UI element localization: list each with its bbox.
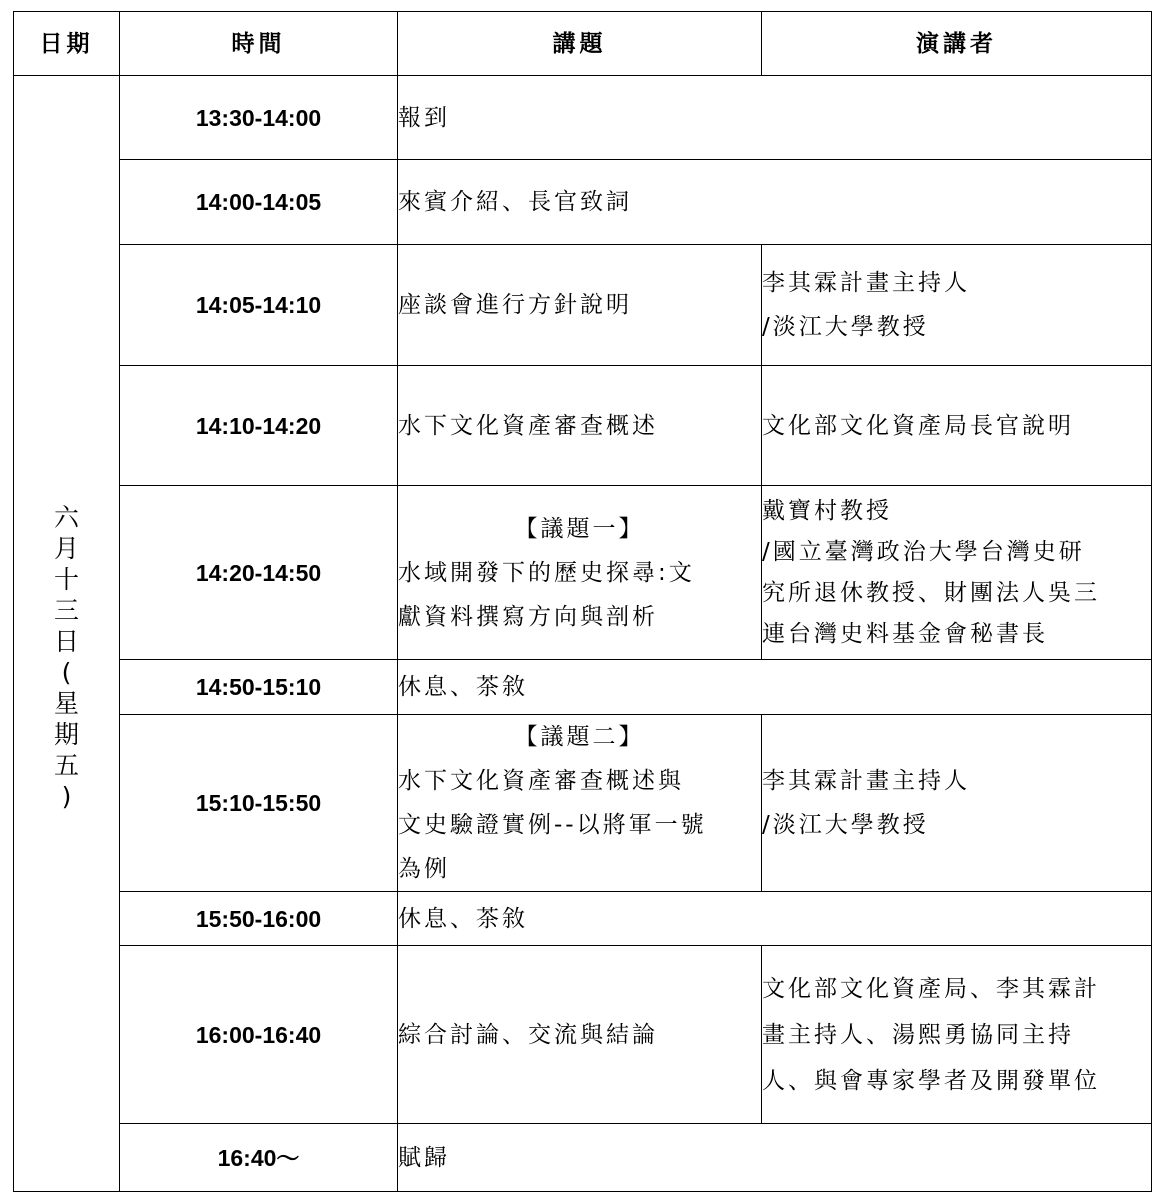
time-cell: 15:10-15:50 (120, 715, 398, 892)
speaker-line: /淡江大學教授 (762, 812, 929, 838)
topic-cell: 休息、茶敘 (398, 660, 1152, 715)
date-cell (14, 76, 120, 1192)
table-row (14, 892, 1152, 946)
topic-cell: 水下文化資產審查概述 (398, 366, 762, 486)
date-char: 期 (53, 720, 79, 749)
table-row (14, 1124, 1152, 1192)
time-cell: 14:50-15:10 (120, 660, 398, 715)
table-row (14, 660, 1152, 715)
speaker-line: 連台灣史料基金會秘書長 (762, 620, 1048, 647)
time-cell: 16:40～ (120, 1124, 398, 1192)
time-cell: 13:30-14:00 (120, 76, 398, 160)
topic-cell: 來賓介紹、長官致詞 (398, 160, 1152, 245)
header-date: 日期 (14, 12, 120, 76)
date-char: ) (61, 782, 72, 811)
speaker-line: /國立臺灣政治大學台灣史研 (762, 538, 1085, 565)
header-topic: 講題 (398, 12, 762, 76)
time-cell: 14:00-14:05 (120, 160, 398, 245)
topic-title: 【議題二】 (514, 724, 645, 750)
header-row (14, 12, 1152, 76)
date-char: 五 (53, 751, 79, 780)
speaker-line: 文化部文化資產局、李其霖計 (762, 975, 1100, 1002)
date-vertical-text (52, 502, 82, 812)
speaker-line: 畫主持人、湯熙勇協同主持 (762, 1021, 1074, 1048)
header-time: 時間 (120, 12, 398, 76)
speaker-line: 究所退休教授、財團法人吳三 (762, 579, 1100, 606)
topic-line: 文史驗證實例--以將軍一號 (398, 812, 707, 838)
table-row (14, 245, 1152, 366)
date-char: ( (61, 658, 72, 687)
speaker-cell (762, 946, 1152, 1124)
table-row (14, 76, 1152, 160)
time-cell: 14:20-14:50 (120, 486, 398, 660)
speaker-cell (762, 715, 1152, 892)
topic-line: 為例 (398, 856, 450, 882)
date-char: 星 (53, 689, 79, 718)
speaker-line: /淡江大學教授 (762, 314, 929, 340)
schedule-table (13, 11, 1152, 1192)
header-speaker: 演講者 (762, 12, 1152, 76)
speaker-line: 人、與會專家學者及開發單位 (762, 1067, 1100, 1094)
speaker-cell (762, 486, 1152, 660)
speaker-line: 戴寶村教授 (762, 497, 892, 524)
table-row (14, 715, 1152, 892)
table-row (14, 486, 1152, 660)
topic-cell: 綜合討論、交流與結論 (398, 946, 762, 1124)
speaker-line: 李其霖計畫主持人 (762, 768, 970, 794)
topic-cell: 休息、茶敘 (398, 892, 1152, 946)
topic-cell (398, 715, 762, 892)
date-char: 月 (53, 534, 79, 563)
speaker-line: 李其霖計畫主持人 (762, 270, 970, 296)
topic-cell: 座談會進行方針說明 (398, 245, 762, 366)
topic-line: 水下文化資產審查概述與 (398, 768, 684, 794)
speaker-cell (762, 245, 1152, 366)
date-char: 日 (53, 627, 79, 656)
date-char: 十 (53, 565, 79, 594)
topic-line: 獻資料撰寫方向與剖析 (398, 603, 658, 630)
topic-cell (398, 486, 762, 660)
topic-title: 【議題一】 (514, 515, 645, 542)
table-row (14, 160, 1152, 245)
table-row (14, 946, 1152, 1124)
speaker-cell: 文化部文化資產局長官說明 (762, 366, 1152, 486)
date-char: 三 (53, 596, 79, 625)
time-cell: 14:05-14:10 (120, 245, 398, 366)
topic-line: 水域開發下的歷史探尋:文 (398, 559, 695, 586)
table-row (14, 366, 1152, 486)
topic-cell: 報到 (398, 76, 1152, 160)
time-cell: 15:50-16:00 (120, 892, 398, 946)
topic-cell: 賦歸 (398, 1124, 1152, 1192)
time-cell: 16:00-16:40 (120, 946, 398, 1124)
date-char: 六 (53, 503, 79, 532)
time-cell: 14:10-14:20 (120, 366, 398, 486)
